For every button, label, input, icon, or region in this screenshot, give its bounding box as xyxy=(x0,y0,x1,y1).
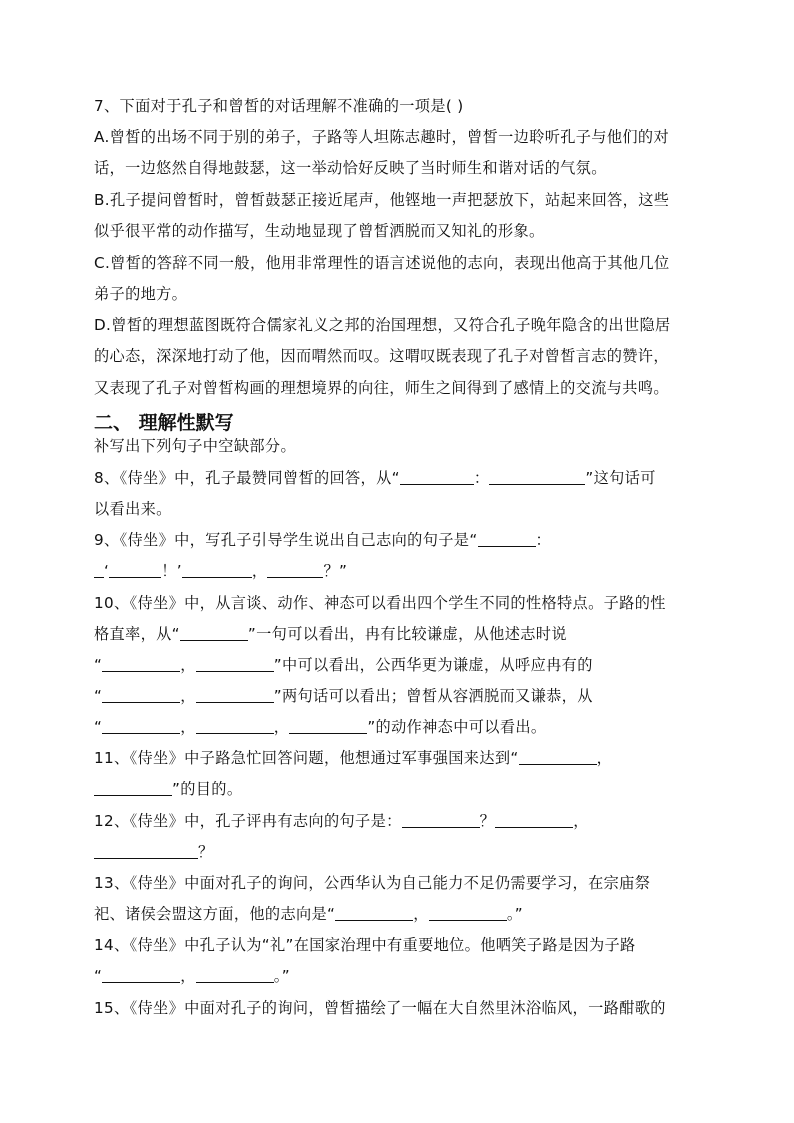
q10-line3: “ ， ”中可以看出，公西华更为谦虚，从呼应冉有的 xyxy=(94,656,593,674)
q10-line4: “ ， ”两句话可以看出；曾皙从容洒脱而又谦恭，从 xyxy=(94,687,593,705)
q7-option-a-line1: A.曾皙的出场不同于别的弟子，子路等人坦陈志趣时，曾皙一边聆听孔子与他们的对 xyxy=(94,128,669,146)
q15-line1: 15、《侍坐》中面对孔子的询问，曾皙描绘了一幅在大自然里沐浴临风，一路酣歌的 xyxy=(94,999,666,1017)
answer-blank[interactable] xyxy=(102,656,180,672)
answer-blank[interactable] xyxy=(489,469,585,485)
answer-blank[interactable] xyxy=(196,967,274,983)
q9-line1: 9、《侍坐》中，写孔子引导学生说出自己志向的句子是“ ： xyxy=(94,531,552,549)
answer-blank[interactable] xyxy=(519,749,597,765)
q12-line2: ？ xyxy=(94,842,704,862)
answer-blank[interactable] xyxy=(196,687,274,703)
answer-blank[interactable] xyxy=(102,687,180,703)
answer-blank[interactable] xyxy=(182,562,252,578)
answer-blank[interactable] xyxy=(267,562,323,578)
q11-line2: ”的目的。 xyxy=(94,779,704,799)
answer-blank[interactable] xyxy=(102,967,180,983)
q7-option-d-line3: 又表现了孔子对曾皙构画的理想境界的向往，师生之间得到了感情上的交流与共鸣。 xyxy=(94,379,669,397)
answer-blank[interactable] xyxy=(102,718,180,734)
q7-option-d-line2: 的心态，深深地打动了他，因而喟然而叹。这喟叹既表现了孔子对曾皙言志的赞许， xyxy=(94,347,669,365)
q7-option-d-line1: D.曾皙的理想蓝图既符合儒家礼义之邦的治国理想，又符合孔子晚年隐含的出世隐居 xyxy=(94,316,671,334)
answer-blank[interactable] xyxy=(196,656,274,672)
answer-blank[interactable] xyxy=(94,780,172,796)
q14-line2: “ ， 。” xyxy=(94,967,290,985)
answer-blank[interactable] xyxy=(335,905,413,921)
answer-blank[interactable] xyxy=(289,718,367,734)
q13-line2: 祀、诸侯会盟这方面，他的志向是“ ， 。” xyxy=(94,905,523,923)
q9-line2: ‘ ！’ ， ？” xyxy=(94,561,704,581)
q13-line1: 13、《侍坐》中面对孔子的询问，公西华认为自己能力不足仍需要学习，在宗庙祭 xyxy=(94,874,651,892)
section-instruction: 补写出下列句子中空缺部分。 xyxy=(94,437,296,455)
q11-line1: 11、《侍坐》中子路急忙回答问题，他想通过军事强国来达到“ ， xyxy=(94,749,613,767)
q10-line1: 10、《侍坐》中，从言谈、动作、神态可以看出四个学生不同的性格特点。子路的性 xyxy=(94,594,666,612)
answer-blank[interactable] xyxy=(109,562,161,578)
q8-line2: 以看出来。 xyxy=(94,500,172,518)
answer-blank[interactable] xyxy=(402,812,480,828)
answer-blank[interactable] xyxy=(94,562,104,578)
q12-line1: 12、《侍坐》中，孔子评冉有志向的句子是： ？ ， xyxy=(94,812,589,830)
answer-blank[interactable] xyxy=(196,718,274,734)
q7-option-c-line2: 弟子的地方。 xyxy=(94,285,188,303)
q7-option-b-line1: B.孔子提问曾皙时，曾皙鼓瑟正接近尾声，他铿地一声把瑟放下，站起来回答，这些 xyxy=(94,191,670,209)
answer-blank[interactable] xyxy=(478,531,536,547)
q7-option-a-line2: 话，一边悠然自得地鼓瑟，这一举动恰好反映了当时师生和谐对话的气氛。 xyxy=(94,159,607,177)
section-heading: 二、 理解性默写 xyxy=(94,412,234,434)
q8-line1: 8、《侍坐》中，孔子最赞同曾皙的回答，从“ ： ”这句话可 xyxy=(94,469,656,487)
answer-blank[interactable] xyxy=(495,812,573,828)
q7-option-c-line1: C.曾皙的答辞不同一般，他用非常理性的语言述说他的志向，表现出他高于其他几位 xyxy=(94,254,670,272)
answer-blank[interactable] xyxy=(94,843,198,859)
answer-blank[interactable] xyxy=(429,905,507,921)
q7-stem: 7、下面对于孔子和曾皙的对话理解不准确的一项是( ) xyxy=(94,97,464,115)
q10-line2: 格直率，从“ ”一句可以看出，冉有比较谦虚，从他述志时说 xyxy=(94,625,567,643)
q7-option-b-line2: 似乎很平常的动作描写，生动地显现了曾皙洒脱而又知礼的形象。 xyxy=(94,222,545,240)
answer-blank[interactable] xyxy=(180,625,248,641)
q10-line5: “ ， ， ”的动作神态中可以看出。 xyxy=(94,718,547,736)
q14-line1: 14、《侍坐》中孔子认为“礼”在国家治理中有重要地位。他哂笑子路是因为子路 xyxy=(94,936,636,954)
answer-blank[interactable] xyxy=(400,469,474,485)
